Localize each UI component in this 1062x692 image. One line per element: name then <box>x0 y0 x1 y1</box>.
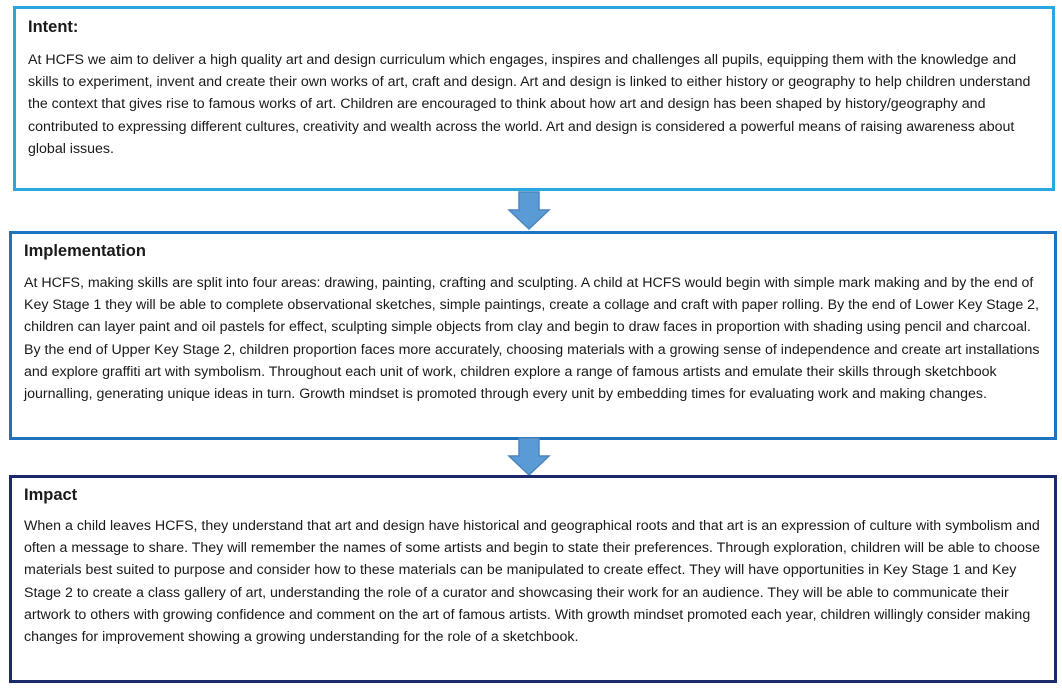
intent-body: At HCFS we aim to deliver a high quality art and design curriculum which engages, inspires and challenges all pupils, equipping them with the knowledge and skills to experiment, invent and create their own works of art, craft and design. Art and design is linked to either history or geography to help children understand the context that gives rise to famous works of art. Children are encouraged to think about how art and design has been shaped by history/geography and contributed to expressing different cultures, creativity and wealth across the world. Art and design is considered a powerful means of raising awareness about global issues. <box>28 52 1031 157</box>
impact-section <box>9 475 1057 683</box>
implementation-heading: Implementation <box>24 242 146 260</box>
down-arrow-icon <box>507 191 551 231</box>
impact-body: When a child leaves HCFS, they understand that art and design have historical and geographical roots and that art is an expression of culture with symbolism and often a message to share. They will remember the names of some artists and begin to state their preferences. Through exploration, children will be able to choose materials best suited to purpose and consider how to these materials can be manipulated to create effect. They will have opportunities in Key Stage 1 and Key Stage 2 to create a class gallery of art, understanding the role of a curator and showcasing their work for an audience. They will be able to communicate their artwork to others with growing confidence and comment on the art of famous artists. With growth mindset promoted each year, children willingly consider making changes for improvement showing a growing understanding for the role of a sketchbook. <box>24 518 1041 646</box>
intent-section <box>13 6 1055 191</box>
implementation-body: At HCFS, making skills are split into four areas: drawing, painting, crafting and sculpting. A child at HCFS would begin with simple mark making and by the end of Key Stage 1 they will be able to complete observational sketches, simple paintings, create a collage and craft with paper rolling. By the end of Lower Key Stage 2, children can layer paint and oil pastels for effect, sculpting simple objects from clay and begin to draw faces in proportion with shading using pencil and charcoal. By the end of Upper Key Stage 2, children proportion faces more accurately, choosing materials with a growing sense of independence and create art installations and explore graffiti art with symbolism. Throughout each unit of work, children explore a range of famous artists and emulate their skills through sketchbook journalling, generating unique ideas in turn. Growth mindset is promoted through every unit by embedding times for evaluating work and making changes. <box>24 275 1040 403</box>
down-arrow-icon <box>507 437 551 477</box>
intent-heading: Intent: <box>28 18 79 36</box>
impact-heading: Impact <box>24 486 78 504</box>
implementation-section <box>9 231 1057 440</box>
